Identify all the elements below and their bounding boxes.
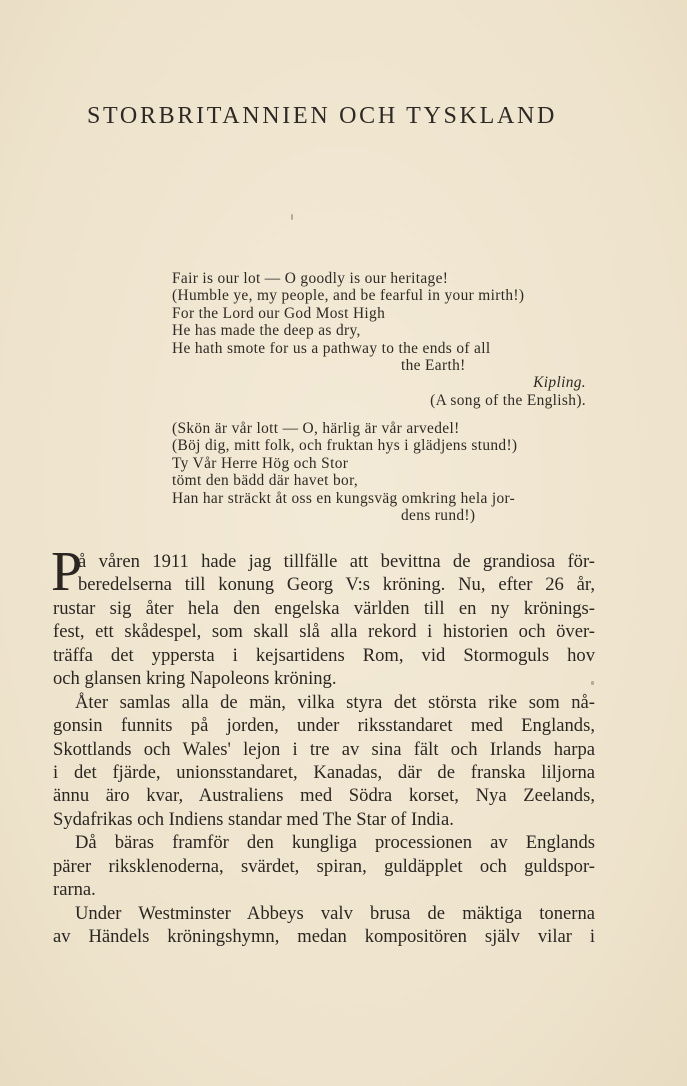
drop-cap: P xyxy=(51,541,83,603)
prose-line: Under Westminster Abbeys valv brusa de mäktiga tonerna xyxy=(75,902,595,924)
paper-speck xyxy=(291,214,293,220)
poem-line: Han har sträckt åt oss en kungsväg omkring hela jor- xyxy=(172,489,516,507)
poem-line: tömt den bädd där havet bor, xyxy=(172,472,359,490)
prose-line: Då bäras framför den kungliga processionen av Englands xyxy=(75,832,595,854)
prose-line: gonsin funnits på jorden, under riksstandaret med Englands, xyxy=(53,715,595,737)
body-text xyxy=(53,550,595,948)
poem-line: Fair is our lot — O goodly is our heritage! xyxy=(172,270,449,287)
prose-line: beredelserna till konung Georg V:s kröning. Nu, efter 26 år, xyxy=(78,574,595,596)
poem-line: He hath smote for us a pathway to the ends of all xyxy=(172,339,491,357)
prose-line: rustar sig åter hela den engelska världen till en ny krönings- xyxy=(53,597,595,619)
prose-line: träffa det yppersta i kejsartidens Rom, vid Stormoguls hov xyxy=(53,644,595,666)
prose-line: ännu äro kvar, Australiens med Södra korset, Nya Zeelands, xyxy=(53,785,595,807)
poem-line: (Humble ye, my people, and be fearful in your mirth!) xyxy=(172,287,525,305)
poem-source: (A song of the English). xyxy=(430,391,586,409)
poem-line: He has made the deep as dry, xyxy=(172,322,361,340)
prose-line: i det fjärde, unionsstandaret, Kanadas, där de franska liljorna xyxy=(53,761,595,783)
poem-author: Kipling. xyxy=(533,374,586,392)
poem-line: (Skön är vår lott — O, härlig är vår arvedel! xyxy=(172,420,460,437)
poem-line: (Böj dig, mitt folk, och fruktan hys i glädjens stund!) xyxy=(172,437,518,455)
prose-line: och glansen kring Napoleons kröning. xyxy=(53,668,337,690)
poem-swedish xyxy=(172,420,592,524)
poem-line: dens rund!) xyxy=(401,507,476,525)
prose-line: Sydafrikas och Indiens standar med The Star of India. xyxy=(53,808,454,830)
prose-line: Skottlands och Wales' lejon i tre av sina fält och Irlands harpa xyxy=(53,738,595,760)
prose-line: av Händels kröningshymn, medan kompositören själv vilar i xyxy=(53,926,595,947)
prose-line: fest, ett skådespel, som skall slå alla rekord i historien och över- xyxy=(53,621,595,643)
prose-line: Åter samlas alla de män, vilka styra det största rike som nå- xyxy=(75,691,595,713)
chapter-title: STORBRITANNIEN OCH TYSKLAND xyxy=(86,103,558,129)
paper-speck xyxy=(591,681,594,685)
poem-line: For the Lord our God Most High xyxy=(172,304,386,322)
poem-line: Ty Vår Herre Hög och Stor xyxy=(172,454,349,472)
prose-line: pärer riksklenoderna, svärdet, spiran, guldäpplet och guldspor- xyxy=(53,855,595,877)
prose-line: å våren 1911 hade jag tillfälle att bevittna de grandiosa för- xyxy=(78,551,595,572)
poem-line: the Earth! xyxy=(401,357,466,375)
poem-english xyxy=(172,270,592,409)
prose-line: rarna. xyxy=(53,879,96,901)
